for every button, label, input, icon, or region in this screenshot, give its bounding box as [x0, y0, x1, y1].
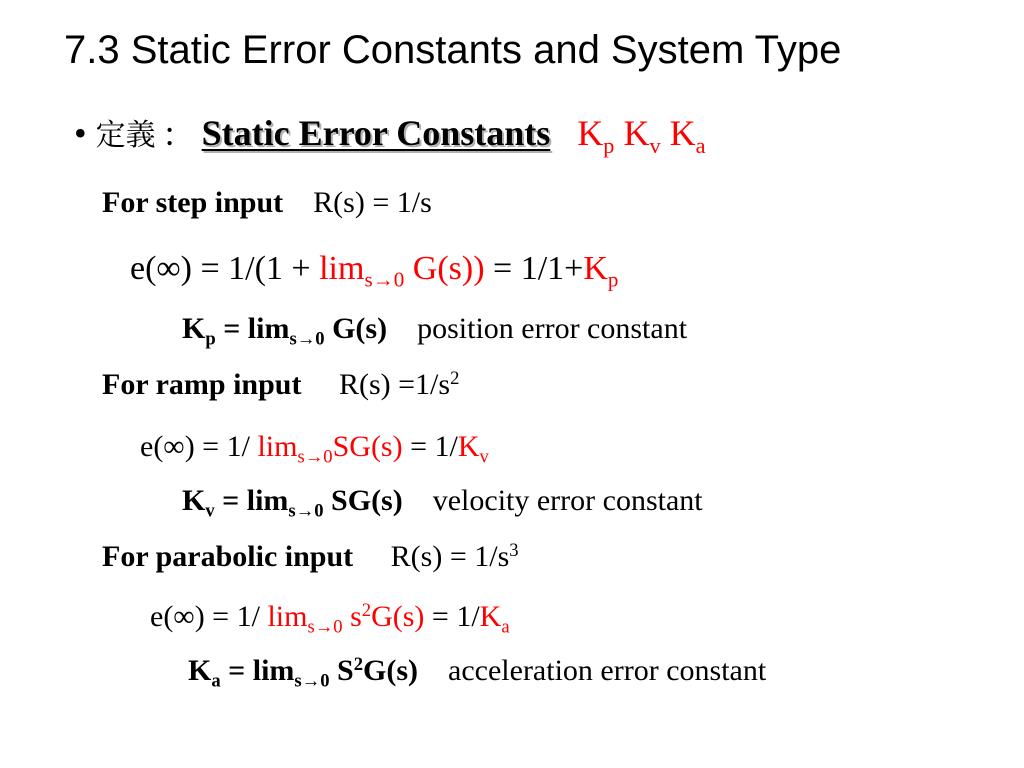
ramp-heading-line: [102, 368, 459, 402]
kp-description: position error constant: [417, 312, 688, 345]
parabolic-error-expr: e(∞) = 1/ $\lim_{s\to 0} s^2G(s) = 1/K_a$: [150, 599, 510, 638]
definition-heading: Static Error Constants: [201, 113, 551, 153]
ramp-kv-definition: $K_v = \lim_{s\to 0} SG(s)$ velocity error constant: [182, 484, 703, 522]
constant-kv: $K_v$: [623, 113, 661, 158]
parabolic-heading-line: [102, 540, 519, 574]
constant-kp: $K_p$: [577, 113, 615, 158]
step-error-expr: $e(\infty) = 1/(1 + \lim_{s\to 0} G(s)) = 1/1+K_p$: [130, 250, 619, 292]
slide-title: 7.3 Static Error Constants and System Type: [64, 28, 842, 72]
definition-line: [74, 110, 706, 158]
ramp-input-expr: $R(s) =1/s^2$: [338, 367, 460, 401]
bullet: •: [74, 113, 87, 153]
ka-description: acceleration error constant: [448, 654, 767, 687]
step-heading: For step input: [102, 186, 284, 219]
ramp-heading: For ramp input: [102, 368, 302, 401]
parabolic-heading: For parabolic input: [102, 540, 354, 573]
definition-colon: :: [164, 113, 175, 153]
constant-ka: $K_a$: [669, 113, 706, 158]
kv-description: velocity error constant: [432, 484, 703, 517]
step-heading-line: [102, 186, 432, 220]
definition-label: 定義: [95, 118, 156, 153]
step-input-expr: R(s) = 1/s: [313, 186, 432, 219]
step-kp-definition: $K_p = \lim_{s\to 0} G(s)$ position error constant: [182, 312, 688, 350]
parabolic-ka-definition: $K_a = \lim_{s\to 0} S^2G(s)$ acceleration error constant: [188, 653, 767, 692]
parabolic-input-expr: $R(s) = 1/s^3$: [390, 539, 519, 573]
ramp-error-expr: e(∞) = 1/ $\lim_{s\to 0}SG(s) = 1/K_v$: [140, 430, 489, 468]
